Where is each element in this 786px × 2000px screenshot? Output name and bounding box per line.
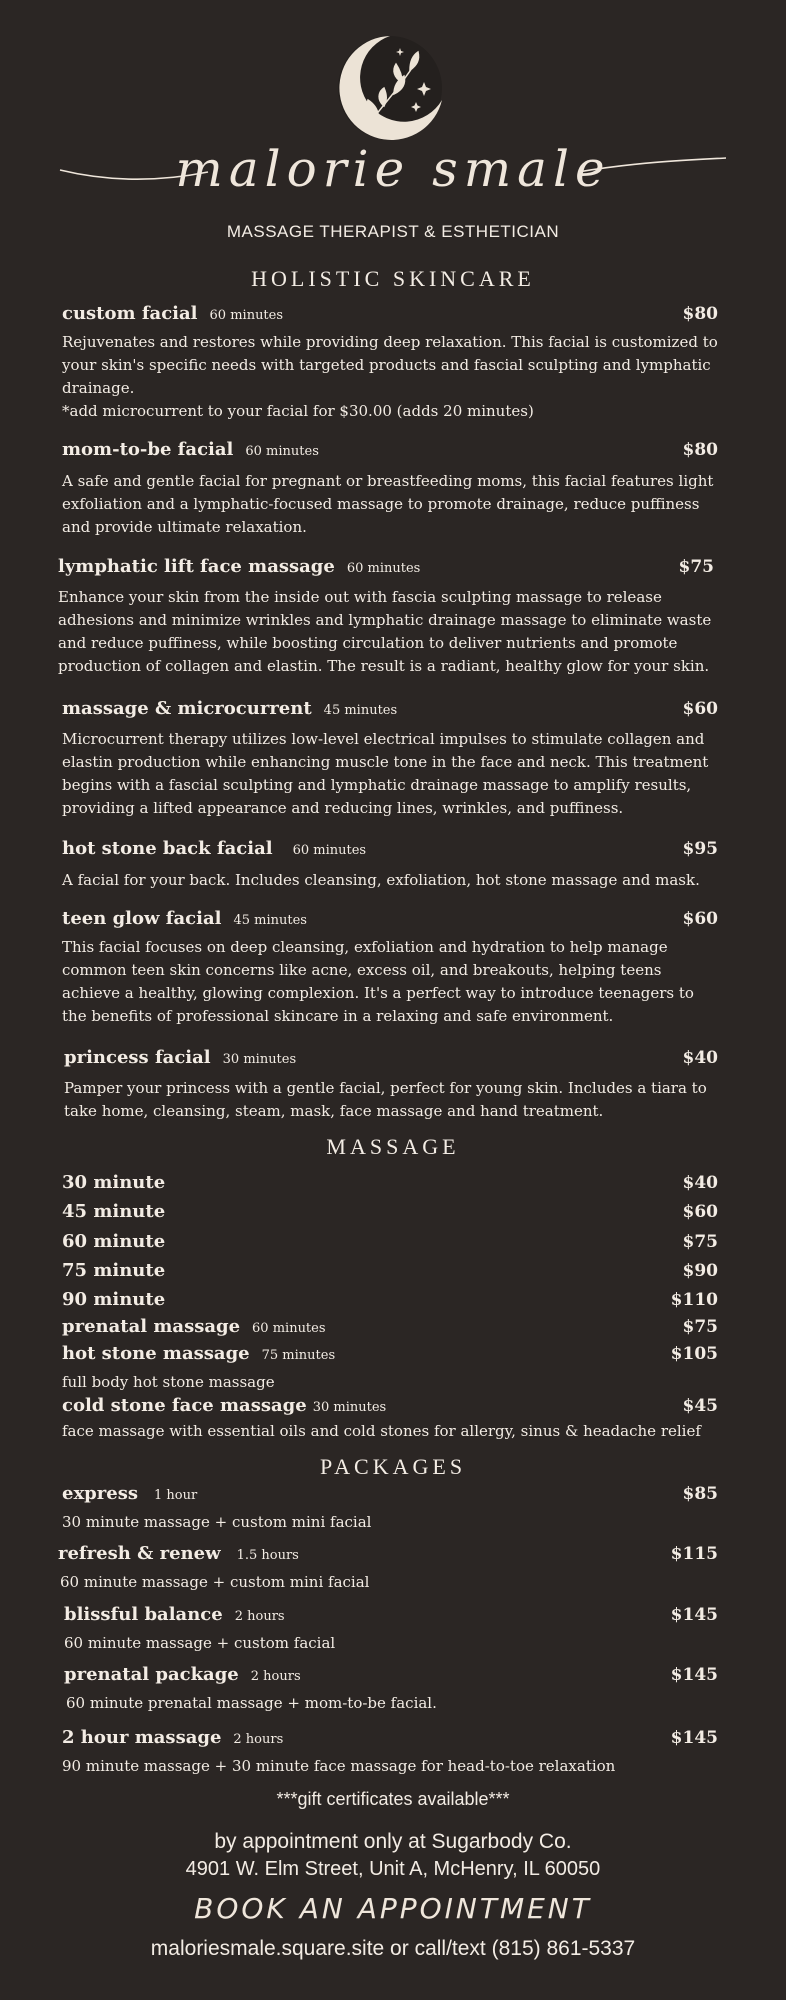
package-price: $145 (670, 1665, 718, 1685)
package-duration: 1 hour (153, 1488, 198, 1503)
service-duration: 30 minutes (312, 1400, 387, 1415)
package-price: $145 (670, 1605, 718, 1625)
service-description: A facial for your back. Includes cleansing, exfoliation, hot stone massage and mask. (62, 871, 700, 889)
massage-title: 30 minute (62, 1172, 166, 1193)
massage-title: 45 minute (62, 1201, 166, 1222)
massage-price: $105 (670, 1344, 718, 1364)
service-description: This facial focuses on deep cleansing, exfoliation and hydration to help manage common teen skin concerns like acne, excess oil, and breakouts, helping teens achieve a healthy, glowing complexion. It's a perfect way to introduce teenagers to the benefits of professional skincare in a relaxing and safe environment. (62, 938, 694, 1025)
brand-tagline: MASSAGE THERAPIST & ESTHETICIAN (226, 222, 560, 241)
service-price: $60 (682, 699, 718, 719)
service-price: $80 (682, 304, 718, 324)
package-title: express 1 hour (62, 1483, 198, 1504)
appointment-note: by appointment only at Sugarbody Co. (214, 1830, 572, 1853)
package-description: 30 minute massage + custom mini facial (62, 1513, 372, 1531)
service-duration: 45 minutes (323, 703, 398, 718)
service-price: $75 (678, 557, 714, 577)
massage-title: 75 minute (62, 1260, 166, 1281)
address: 4901 W. Elm Street, Unit A, McHenry, IL 60050 (185, 1858, 601, 1880)
service-duration: 60 minutes (245, 444, 319, 459)
service-title: massage & microcurrent 45 minutes (62, 698, 398, 719)
service-price: $80 (682, 440, 718, 460)
package-title: 2 hour massage 2 hours (62, 1727, 284, 1748)
service-duration: 60 minutes (292, 843, 367, 858)
package-description: 60 minute massage + custom facial (64, 1634, 336, 1652)
service-description: Microcurrent therapy utilizes low-level electrical impulses to stimulate collagen and elastin production while enhancing muscle tone in the face and neck. This treatment begins with a fascial sculpting and lymphatic drainage massage to amplify results, providing a lifted appearance and reducing lines, wrinkles, and puffiness. (62, 730, 709, 817)
package-price: $85 (682, 1484, 718, 1504)
massage-price: $45 (682, 1396, 718, 1416)
service-duration: 30 minutes (222, 1052, 297, 1067)
service-price: $40 (682, 1048, 718, 1068)
massage-title: 60 minute (62, 1231, 166, 1252)
package-description: 60 minute prenatal massage + mom-to-be facial. (66, 1694, 437, 1712)
package-duration: 2 hours (250, 1669, 301, 1684)
service-title: mom-to-be facial 60 minutes (62, 439, 319, 460)
packages-heading: PACKAGES (319, 1454, 467, 1479)
package-price: $115 (670, 1544, 718, 1564)
service-duration: 60 minutes (346, 561, 421, 576)
package-duration: 2 hours (233, 1732, 284, 1747)
service-duration: 45 minutes (233, 913, 307, 928)
package-duration: 2 hours (234, 1609, 285, 1624)
service-title: custom facial 60 minutes (62, 303, 284, 324)
massage-title: hot stone massage 75 minutes (62, 1343, 336, 1364)
service-price: $95 (682, 839, 718, 859)
massage-title: prenatal massage 60 minutes (62, 1316, 326, 1337)
massage-price: $90 (682, 1261, 718, 1281)
service-price: $60 (682, 909, 718, 929)
massage-heading: MASSAGE (326, 1134, 460, 1159)
massage-price: $40 (682, 1173, 718, 1193)
service-description: Enhance your skin from the inside out with fascia sculpting massage to release adhesions and minimize wrinkles and lymphatic drainage massage to eliminate waste and reduce puffiness, while boosting circulation to deliver nutrients and promote production of collagen and elastin. The result is a radiant, healthy glow for your skin. (58, 588, 712, 675)
skincare-heading: HOLISTIC SKINCARE (251, 266, 535, 291)
service-duration: 75 minutes (261, 1348, 336, 1363)
massage-price: $75 (682, 1232, 718, 1252)
package-description: 90 minute massage + 30 minute face massage for head-to-toe relaxation (62, 1757, 616, 1775)
gift-certificates-note: ***gift certificates available*** (276, 1789, 510, 1809)
massage-title: 90 minute (62, 1289, 166, 1310)
service-description: A safe and gentle facial for pregnant or breastfeeding moms, this facial features light exfoliation and a lymphatic-focused massage to promote drainage, reduce puffiness and provide ultimate relaxation. (62, 472, 714, 536)
massage-price: $110 (670, 1290, 718, 1310)
service-duration: 60 minutes (209, 308, 284, 323)
service-description: Pamper your princess with a gentle facial, perfect for young skin. Includes a tiara to take home, cleansing, steam, mask, face massage and hand treatment. (64, 1079, 707, 1120)
massage-price: $60 (682, 1202, 718, 1222)
service-duration: 60 minutes (252, 1321, 326, 1336)
package-title: refresh & renew 1.5 hours (58, 1543, 299, 1564)
service-title: lymphatic lift face massage 60 minutes (58, 556, 421, 577)
package-price: $145 (670, 1728, 718, 1748)
book-appointment-link[interactable]: BOOK AN APPOINTMENT (194, 1892, 592, 1925)
package-duration: 1.5 hours (236, 1548, 299, 1563)
service-title: princess facial 30 minutes (64, 1047, 297, 1068)
service-title: teen glow facial 45 minutes (62, 908, 307, 929)
brand-name: malorie smale (175, 140, 611, 198)
contact-info[interactable]: maloriesmale.square.site or call/text (815) 861-5337 (150, 1937, 636, 1960)
massage-note: face massage with essential oils and cold stones for allergy, sinus & headache relief (62, 1422, 701, 1440)
package-title: prenatal package 2 hours (64, 1664, 301, 1685)
package-title: blissful balance 2 hours (64, 1604, 285, 1625)
massage-price: $75 (682, 1317, 718, 1337)
massage-title: cold stone face massage 30 minutes (62, 1395, 387, 1416)
package-description: 60 minute massage + custom mini facial (60, 1573, 370, 1591)
service-description: Rejuvenates and restores while providing deep relaxation. This facial is customized to your skin's specific needs with targeted products and fascial sculpting and lymphatic drainage. *add microcurrent to your facial for $30.00 (adds 20 minutes) (62, 333, 718, 420)
crescent-moon-leaves-icon (332, 30, 448, 146)
massage-note: full body hot stone massage (62, 1373, 275, 1391)
service-title: hot stone back facial 60 minutes (62, 838, 367, 859)
